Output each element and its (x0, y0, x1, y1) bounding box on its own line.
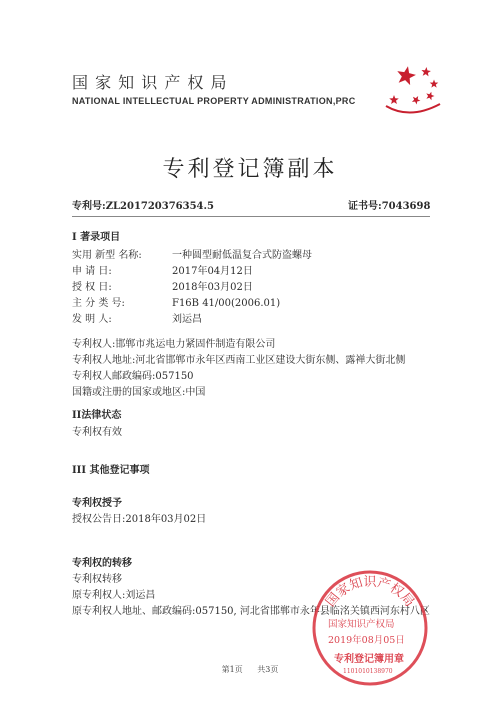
section-2-heading: II法律状态 (72, 410, 122, 421)
section-3-heading: III 其他登记事项 (72, 465, 150, 476)
bib-value: 2018年03月02日 (172, 282, 253, 293)
certificate-number: 证书号:7043698 (348, 201, 431, 212)
bib-row (72, 249, 142, 262)
star-icon (389, 95, 399, 104)
patent-number: 专利号:ZL201720376354.5 (72, 201, 214, 212)
grant-line: 授权公告日:2018年03月02日 (72, 514, 207, 525)
transfer-line: 专利权转移 (72, 574, 122, 585)
page-footer (0, 664, 500, 675)
stamp-bottom-text: 专利登记簿用章 (334, 654, 404, 665)
bib-label: 主 分 类 号: (72, 298, 125, 309)
page-number: 第1页 (221, 665, 243, 674)
stamp-serial: 1101010138970 (343, 668, 393, 675)
owner-line: 国籍或注册的国家或地区:中国 (72, 387, 206, 398)
section-1-heading: I 著录项目 (72, 232, 121, 243)
stamp-name-line: 国家知识产权局 (328, 619, 395, 630)
bib-label: 实用 新型 名称: (72, 250, 142, 261)
stamp-arc-text: 国家知识产权局 (323, 575, 417, 610)
office-name-en: NATIONAL INTELLECTUAL PROPERTY ADMINISTRATION,PRC (72, 96, 356, 106)
cnipa-logo-icon (380, 60, 450, 120)
bib-label: 授 权 日: (72, 282, 112, 293)
star-icon (412, 96, 420, 104)
bib-label: 申 请 日: (72, 266, 112, 277)
transfer-heading: 专利权的转移 (72, 558, 132, 569)
transfer-line: 原专利权人地址、邮政编码:057150, 河北省邯郸市永年县临洺关镇西河东村八区 (72, 606, 430, 617)
page-total: 共3页 (257, 665, 279, 674)
bib-value: F16B 41/00(2006.01) (172, 298, 281, 309)
bib-value: 刘运昌 (172, 314, 202, 325)
owner-line: 专利权人地址:河北省邯郸市永年区西南工业区建设大街东侧、露禅大街北侧 (72, 355, 406, 366)
star-icon (421, 67, 430, 76)
office-name-cn: 国 家 知 识 产 权 局 (72, 73, 228, 92)
star-icon (426, 92, 434, 101)
bib-value: 2017年04月12日 (172, 266, 253, 277)
legal-status: 专利权有效 (72, 427, 122, 438)
stamp-date-line: 2019年08月05日 (328, 635, 405, 646)
grant-heading: 专利权授予 (72, 498, 122, 509)
star-icon (397, 66, 416, 85)
owner-line: 专利权人邮政编码:057150 (72, 371, 194, 382)
transfer-line: 原专利权人:刘运昌 (72, 590, 156, 601)
divider (72, 216, 430, 217)
bib-value: 一种圆型耐低温复合式防盗螺母 (172, 250, 312, 261)
star-icon (430, 80, 439, 88)
bib-label: 发 明 人: (72, 314, 112, 325)
document-title: 专利登记簿副本 (162, 157, 338, 182)
owner-line: 专利权人:邯郸市兆运电力紧固件制造有限公司 (72, 339, 276, 350)
logo-arc (386, 104, 440, 113)
